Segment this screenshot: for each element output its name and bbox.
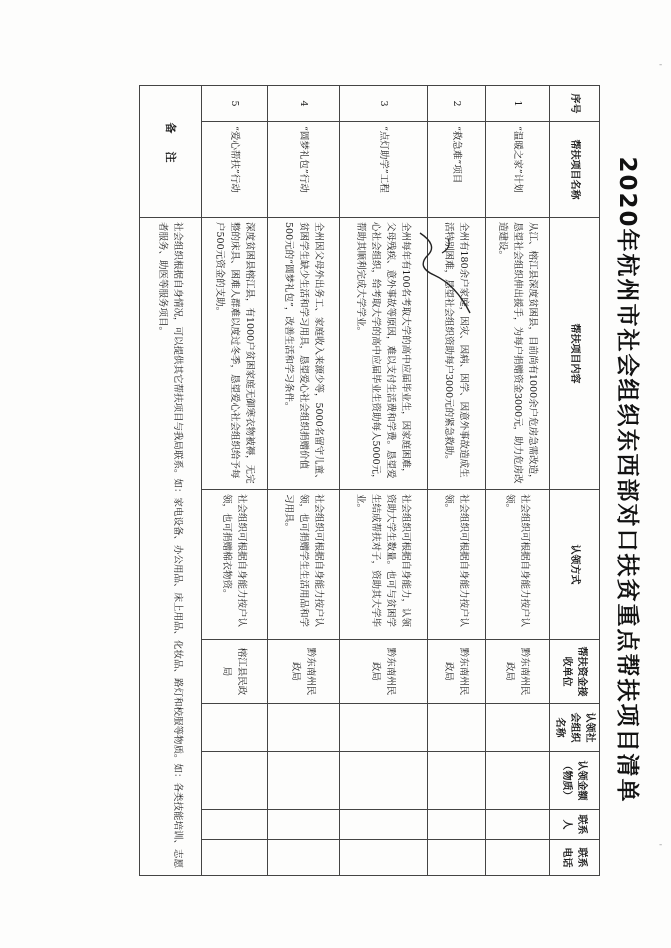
table-header-row	[550, 86, 600, 876]
table-row	[340, 86, 428, 876]
header-org: 认领社会组织名称	[550, 704, 600, 752]
row-method: 社会组织可根据自身能力按户认领，也可捐赠学生生活用品和学习用具。	[268, 490, 340, 640]
remark-text: 社会组织根据自身情况，可以提供其它帮扶项目与我局联系。如：家电设备、办公用品、床上用品、化妆品、路灯和校服等物质。如：各类技能培训、志愿者服务、助医等服务项目。	[140, 218, 202, 876]
remark-row	[140, 86, 202, 876]
row-receiver: 黔东南州民政局	[428, 640, 486, 704]
row-phone	[268, 840, 340, 876]
row-content: 全州每年有100名考取大学的高中应届毕业生，因家庭困难，父母残疾、意外事故等原因，难以支付生活费和学费。恳望爱心社会组织，给考取大学的高中应届毕业生资助每人5000元，帮助其顺利完成大学学业。	[340, 218, 428, 490]
row-name: “救急难”项目	[428, 122, 486, 218]
header-seq: 序号	[550, 86, 600, 122]
handwritten-check-mark	[388, 225, 478, 335]
header-name: 帮扶项目名称	[550, 122, 600, 218]
row-contact	[268, 810, 340, 840]
row-phone	[202, 840, 268, 876]
rotated-document	[153, 75, 648, 885]
row-org	[202, 704, 268, 752]
row-phone	[486, 840, 550, 876]
row-receiver: 黔东南州民政局	[340, 640, 428, 704]
row-content: 从江、榕江县深度贫困县，目前尚有1000余户危房急需改造，恳望社会组织伸出援手，为每户捐赠资金3000元，助力危房改造建设。	[486, 218, 550, 490]
row-name: “温暖之家”计划	[486, 122, 550, 218]
header-method: 认领方式	[550, 490, 600, 640]
row-amount	[340, 752, 428, 810]
row-name: “爱心帮扶”行动	[202, 122, 268, 218]
row-phone	[428, 840, 486, 876]
row-amount	[486, 752, 550, 810]
row-contact	[428, 810, 486, 840]
row-content: 全州有180余户家庭，因灾、因病、因学、因意外事故造成生活特别困难，恳望社会组织资助每户3000元的紧急救助。	[428, 218, 486, 490]
row-receiver: 黔东南州民政局	[486, 640, 550, 704]
row-phone	[340, 840, 428, 876]
edge-tick-mark: -	[659, 60, 663, 70]
row-seq: 2	[428, 86, 486, 122]
row-contact	[340, 810, 428, 840]
table-row	[486, 86, 550, 876]
row-amount	[268, 752, 340, 810]
table-row	[428, 86, 486, 876]
row-amount	[428, 752, 486, 810]
row-contact	[202, 810, 268, 840]
row-receiver: 榕江县民政局	[202, 640, 268, 704]
row-org	[486, 704, 550, 752]
row-method: 社会组织可根据自身能力按户认领。	[486, 490, 550, 640]
project-table	[157, 85, 600, 875]
row-contact	[486, 810, 550, 840]
header-phone: 联系电话	[550, 840, 600, 876]
row-seq: 3	[340, 86, 428, 122]
row-content: 深度贫困县榕江县，有1000户贫困家庭无御寒衣物被褥，无完整的床具、困难人群难以度过冬季，恳望爱心社会组织给予每户500元资金的支助。	[202, 218, 268, 490]
row-content: 全州因父母外出务工、家庭收入来源少等，5000名留守儿童、贫困学生缺少生活和学习用具，恳望爱心社会组织捐赠价值500元的“圆梦礼包”，改善生活和学习条件。	[268, 218, 340, 490]
row-name: “圆梦礼包”行动	[268, 122, 340, 218]
page-title: 2020年杭州市社会组织东西部对口扶贫重点帮扶项目清单	[614, 156, 640, 804]
row-method: 社会组织可根据自身能力按户认领，也可捐赠棉衣物资。	[202, 490, 268, 640]
header-amount: 认领金额（物质）	[550, 752, 600, 810]
header-receiver: 帮扶资金接收单位	[550, 640, 600, 704]
row-method: 社会组织可根据自身能力按户认领。	[428, 490, 486, 640]
row-org	[428, 704, 486, 752]
header-content: 帮扶项目内容	[550, 218, 600, 490]
row-seq: 5	[202, 86, 268, 122]
table-row	[268, 86, 340, 876]
header-contact: 联系人	[550, 810, 600, 840]
edge-tick-mark: -	[659, 840, 663, 850]
remark-label: 备注	[140, 86, 202, 218]
row-org	[340, 704, 428, 752]
row-receiver: 黔东南州民政局	[268, 640, 340, 704]
table-row	[202, 86, 268, 876]
row-org	[268, 704, 340, 752]
row-seq: 1	[486, 86, 550, 122]
row-method: 社会组织可根据自身能力，认领资助大学生数量。也可与贫困学生结成帮扶对子，资助其大学毕业。	[340, 490, 428, 640]
row-name: “点灯助学”工程	[340, 122, 428, 218]
row-seq: 4	[268, 86, 340, 122]
row-amount	[202, 752, 268, 810]
